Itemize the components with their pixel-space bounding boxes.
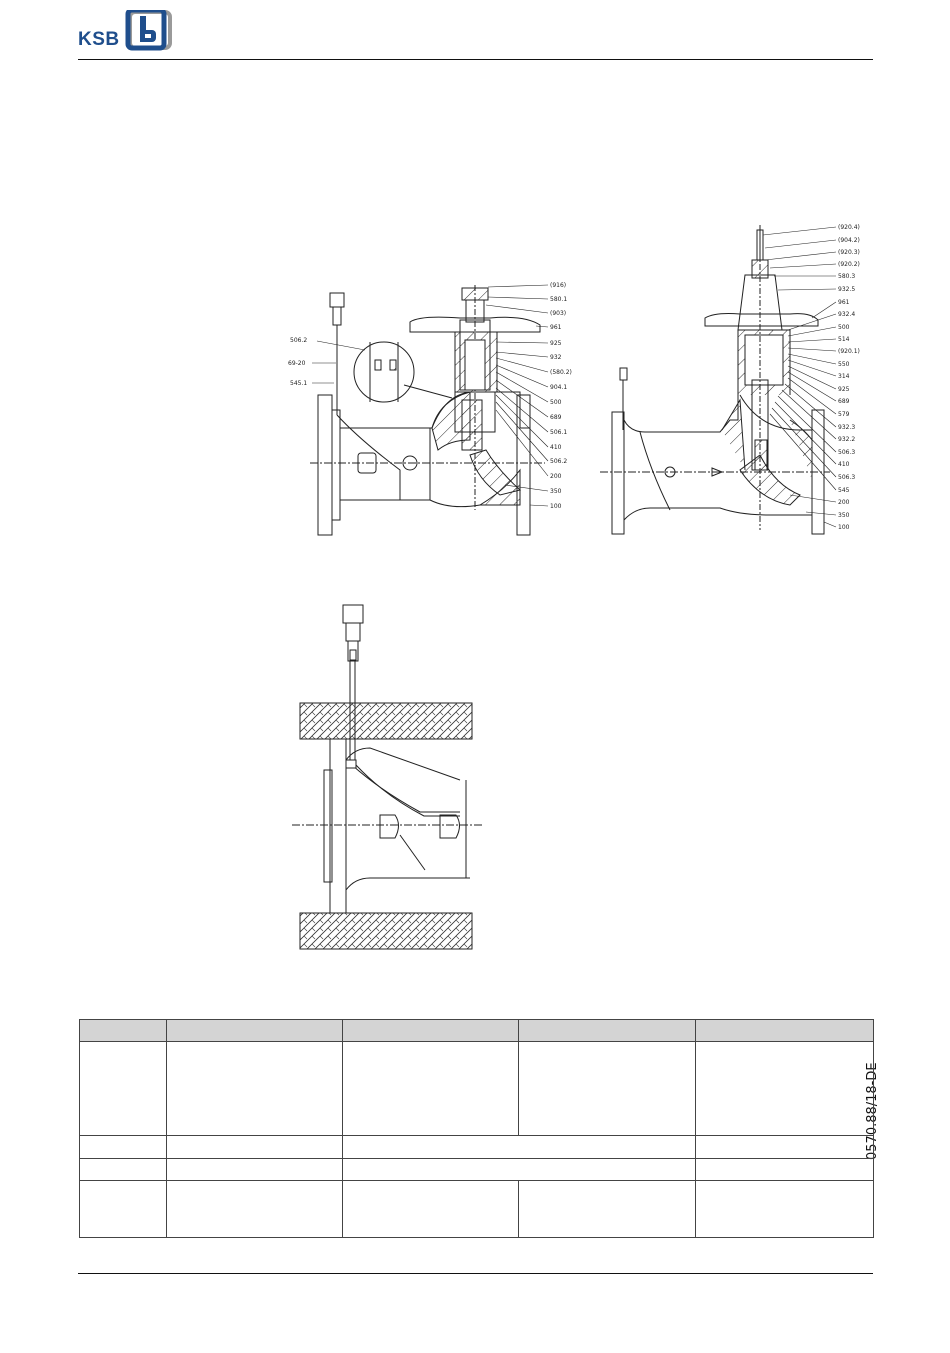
callout-label: 506.3 [838,474,856,481]
table-cell [342,1181,519,1238]
callout-label: 506.2 [290,337,308,344]
callout-label: 506.1 [550,429,568,436]
callout-label: 100 [550,503,562,510]
callout-label: 514 [838,336,850,343]
table-cell [166,1136,342,1159]
callout-label: 545 [838,487,850,494]
table-cell [342,1042,519,1136]
callout-label: (904.2) [838,237,860,244]
logo-text: KSB [78,29,120,50]
table-row [80,1181,874,1238]
table-cell [696,1181,874,1238]
table-cell [342,1159,696,1181]
callout-label: 932.2 [838,436,856,443]
callout-label: 579 [838,411,850,418]
table-header-cell [342,1020,519,1042]
callout-label: (920.1) [838,348,860,355]
left-valve-drawing [310,285,545,535]
table-header-cell [166,1020,342,1042]
table-cell [342,1136,696,1159]
callout-label: 314 [838,373,850,380]
callout-label: (920.3) [838,249,860,256]
table-header-cell [80,1020,167,1042]
callout-label: 500 [550,399,562,406]
callout-label: (920.4) [838,224,860,231]
spec-table [79,1019,874,1238]
table-cell [166,1159,342,1181]
table-cell [80,1159,167,1181]
right-valve-callout-labels [838,224,860,531]
table-row [80,1042,874,1136]
table-row [80,1136,874,1159]
callout-label: 350 [550,488,562,495]
callout-label: 689 [550,414,562,421]
callout-label: 932.3 [838,424,856,431]
table-header-cell [519,1020,696,1042]
table-cell [519,1181,696,1238]
table-cell [696,1042,874,1136]
table-cell [696,1136,874,1159]
callout-label: (580.2) [550,369,572,376]
callout-label: 925 [550,340,562,347]
callout-label: 506.3 [838,449,856,456]
table-header-row [80,1020,874,1042]
right-valve-drawing [600,225,830,534]
callout-label: 689 [838,398,850,405]
table-row [80,1159,874,1181]
callout-label: 580.3 [838,273,856,280]
callout-label: (903) [550,310,567,317]
callout-label: 932.4 [838,311,856,318]
table-cell [696,1159,874,1181]
callout-label: 904.1 [550,384,568,391]
callout-label: 961 [550,324,562,331]
callout-label: 961 [838,299,850,306]
callout-label: 410 [838,461,850,468]
installation-drawing [292,605,482,949]
callout-label: 550 [838,361,850,368]
callout-label: 410 [550,444,562,451]
callout-label: 932 [550,354,562,361]
callout-label: 580.1 [550,296,568,303]
footer-rule [78,1273,873,1274]
callout-label: (920.2) [838,261,860,268]
callout-label: 925 [838,386,850,393]
callout-label: 200 [550,473,562,480]
callout-label: 69-20 [288,360,306,367]
table-header-cell [696,1020,874,1042]
table-cell [80,1042,167,1136]
document-number: 0570.88/18-DE [865,1062,880,1160]
callout-label: 932.5 [838,286,856,293]
callout-label: 545.1 [290,380,308,387]
callout-label: 200 [838,499,850,506]
callout-label: 500 [838,324,850,331]
table-cell [519,1042,696,1136]
table-cell [80,1181,167,1238]
callout-label: 350 [838,512,850,519]
table-cell [80,1136,167,1159]
table-cell [166,1181,342,1238]
table-cell [166,1042,342,1136]
callout-label: 100 [838,524,850,531]
callout-label: 506.2 [550,458,568,465]
callout-label: (916) [550,282,567,289]
